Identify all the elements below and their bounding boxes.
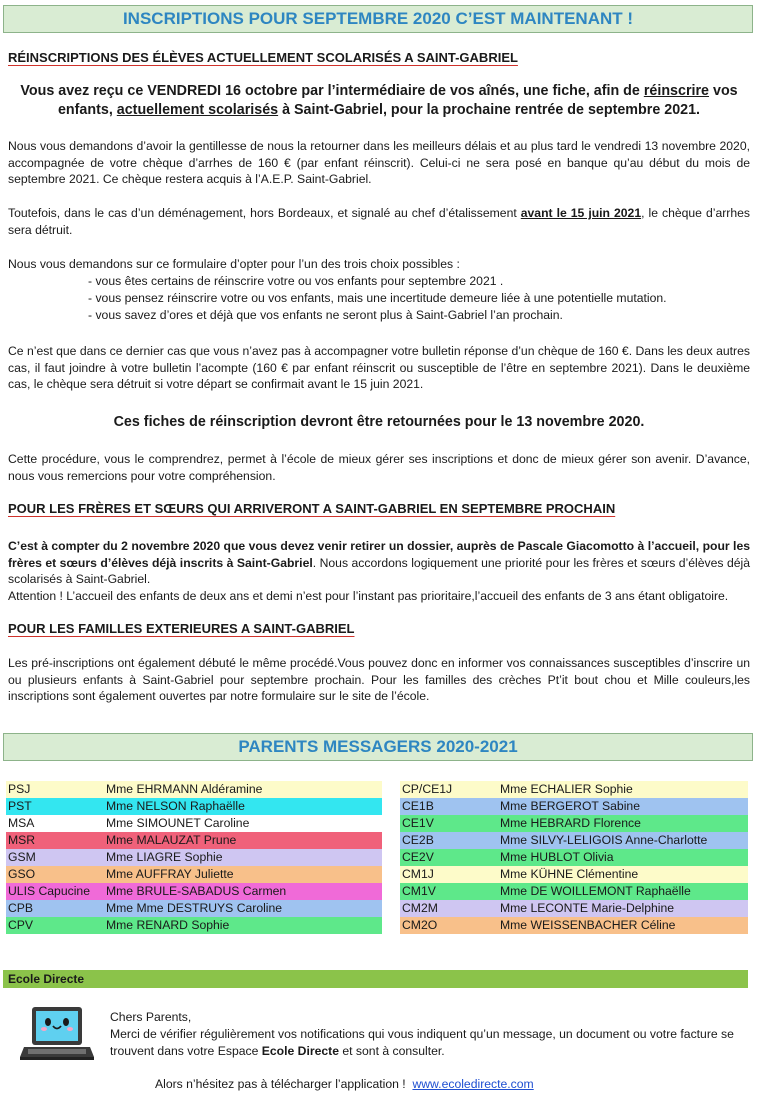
parent-name-cell: Mme EHRMANN Aldéramine: [106, 782, 263, 796]
deadline-notice: Ces fiches de réinscription devront être retournées pour le 13 novembre 2020.: [113, 414, 645, 430]
ecole-directe-bar: Ecole Directe: [3, 970, 748, 988]
table-row: [400, 917, 748, 934]
table-row: [6, 917, 382, 934]
table-row: [6, 832, 382, 849]
table-row: [400, 900, 748, 917]
parent-name-cell: Mme SIMOUNET Caroline: [106, 816, 250, 830]
parent-name-cell: Mme WEISSENBACHER Céline: [500, 918, 676, 932]
external-families-paragraph: Les pré-inscriptions ont également débuté le même procédé.Vous pouvez donc en informer vos connaissances susceptibles d’inscrire un ou plusieurs enfants à Saint-Gabriel pour septembre prochain. Pour les familles des crèches Pt’it bout chou et Mille couleurs,les inscriptions sont également ouvertes par notre formulaire sur le site de l’école.: [8, 656, 750, 703]
choice-item: - vous êtes certains de réinscrire votre ou vos enfants pour septembre 2021 .: [88, 274, 504, 288]
parent-name-cell: Mme DE WOILLEMONT Raphaëlle: [500, 884, 691, 898]
class-cell: PST: [8, 799, 32, 813]
reinscription-paragraph-3: Nous vous demandons sur ce formulaire d’opter pour l’un des trois choix possibles :: [8, 257, 460, 271]
ecole-directe-message: [110, 1009, 750, 1060]
parent-name-cell: Mme HUBLOT Olivia: [500, 850, 614, 864]
reinscription-paragraph-5: Cette procédure, vous le comprendrez, permet à l’école de mieux gérer ses inscriptions et donc de mieux gérer son avenir. D’avance, nous vous remercions pour votre compréhension.: [8, 452, 750, 483]
parent-name-cell: Mme MALAUZAT Prune: [106, 833, 237, 847]
table-row: [6, 866, 382, 883]
parent-name-cell: Mme NELSON Raphaëlle: [106, 799, 245, 813]
parent-name-cell: Mme BRULE-SABADUS Carmen: [106, 884, 287, 898]
class-cell: MSA: [8, 816, 35, 830]
table-row: [400, 798, 748, 815]
parent-name-cell: Mme SILVY-LELIGOIS Anne-Charlotte: [500, 833, 708, 847]
class-cell: CM2M: [402, 901, 438, 915]
class-cell: PSJ: [8, 782, 31, 796]
parent-name-cell: Mme BERGEROT Sabine: [500, 799, 640, 813]
laptop-smiley-icon: [18, 1005, 96, 1063]
reinscription-section-title: RÉINSCRIPTIONS DES ÉLÈVES ACTUELLEMENT SCOLARISÉS A SAINT-GABRIEL: [8, 50, 518, 65]
class-cell: CM1V: [402, 884, 436, 898]
header-banner-title: INSCRIPTIONS POUR SEPTEMBRE 2020 C’EST MAINTENANT !: [122, 9, 634, 28]
class-cell: CE1B: [402, 799, 434, 813]
table-row: [400, 815, 748, 832]
parents-messengers-banner: [3, 733, 753, 761]
class-cell: CE2V: [402, 850, 434, 864]
choices-list: [88, 273, 748, 324]
table-row: [6, 815, 382, 832]
parent-name-cell: Mme LIAGRE Sophie: [106, 850, 223, 864]
siblings-paragraph-1: C’est à compter du 2 novembre 2020 que vous devez venir retirer un dossier, auprès de Pascale Giacomotto à l’accueil, pour les frères et sœurs d’élèves déjà inscrits à Saint-Gabriel. Nous accordons logiquement une priorité pour les frères et sœurs d’élèves déjà scolarisés à Saint-Gabriel. Attention ! L’accueil des enfants de deux ans et demi n’est pour l’instant pas prioritaire,l’accueil des enfants de 3 ans étant obligatoire.: [8, 539, 751, 603]
parent-name-cell: Mme LECONTE Marie-Delphine: [500, 901, 675, 915]
header-banner: [3, 5, 753, 33]
parents-messengers-title: PARENTS MESSAGERS 2020-2021: [238, 737, 518, 756]
table-row: [6, 900, 382, 917]
table-row: [400, 883, 748, 900]
table-row: [6, 781, 382, 798]
class-cell: CM2O: [402, 918, 438, 932]
external-families-section-title: POUR LES FAMILLES EXTERIEURES A SAINT-GABRIEL: [8, 621, 355, 636]
choice-item: - vous savez d’ores et déjà que vos enfants ne seront plus à Saint-Gabriel l’an prochain.: [88, 308, 563, 322]
class-cell: CP/CE1J: [402, 782, 453, 796]
parent-name-cell: Mme Mme DESTRUYS Caroline: [106, 901, 283, 915]
class-cell: CM1J: [402, 867, 434, 881]
parent-name-cell: Mme KÜHNE Clémentine: [500, 867, 639, 881]
ecole-directe-body: Merci de vérifier régulièrement vos notifications qui vous indiquent qu’un message, un document ou votre facture se trouvent dans votre Espace Ecole Directe et sont à consulter.: [110, 1027, 734, 1058]
reinscription-paragraph-2: Toutefois, dans le cas d’un déménagement, hors Bordeaux, et signalé au chef d’étalissement avant le 15 juin 2021, le chèque d’arrhes sera détruit.: [8, 206, 750, 237]
class-cell: MSR: [8, 833, 36, 847]
table-row: [6, 849, 382, 866]
reinscription-paragraph-1: Nous vous demandons d’avoir la gentillesse de nous la retourner dans les meilleurs délais et au plus tard le vendredi 13 novembre 2020, accompagnée de votre chèque d’arrhes de 160 € (par enfant réinscrit). Celui-ci ne sera posé en banque qu’au début du mois de septembre 2021. Ce chèque restera acquis à l’A.E.P. Saint-Gabriel.: [8, 139, 750, 186]
table-row: [6, 883, 382, 900]
table-row: [400, 832, 748, 849]
ecoledirecte-link[interactable]: www.ecoledirecte.com: [412, 1077, 534, 1091]
parent-name-cell: Mme ECHALIER Sophie: [500, 782, 633, 796]
class-cell: GSO: [8, 867, 36, 881]
class-cell: CE1V: [402, 816, 434, 830]
parent-name-cell: Mme AUFFRAY Juliette: [106, 867, 234, 881]
class-cell: CPV: [8, 918, 34, 932]
reinscription-lead: Vous avez reçu ce VENDREDI 16 octobre par l’intermédiaire de vos aînés, une fiche, afin de réinscrire vos enfants, actuellement scolarisés à Saint-Gabriel, pour la prochaine rentrée de septembre 2021.: [20, 83, 738, 118]
table-row: [400, 866, 748, 883]
class-cell: CPB: [8, 901, 34, 915]
table-row: [400, 781, 748, 798]
siblings-section-title: POUR LES FRÈRES ET SŒURS QUI ARRIVERONT A SAINT-GABRIEL EN SEPTEMBRE PROCHAIN: [8, 501, 616, 516]
parent-name-cell: Mme HEBRARD Florence: [500, 816, 641, 830]
class-cell: ULIS Capucine: [8, 884, 90, 898]
download-cta: Alors n’hésitez pas à télécharger l’application ! www.ecoledirecte.com: [155, 1077, 534, 1091]
table-row: [6, 798, 382, 815]
parent-name-cell: Mme RENARD Sophie: [106, 918, 230, 932]
reinscription-paragraph-4: Ce n’est que dans ce dernier cas que vous n’avez pas à accompagner votre bulletin réponse d’un chèque de 160 €. Dans les deux autres cas, il faut joindre à votre bulletin l’acompte (160 € par enfant réinscrit ou susceptible de l’être en septembre 2021). Dans le deuxième cas, le chèque sera détruit si votre départ se confirmait avant le 15 juin 2021.: [8, 344, 750, 391]
class-cell: GSM: [8, 850, 36, 864]
greeting: Chers Parents,: [110, 1010, 192, 1024]
table-row: [400, 849, 748, 866]
class-cell: CE2B: [402, 833, 434, 847]
choice-item: - vous pensez réinscrire votre ou vos enfants, mais une incertitude demeure liée à une potentielle mutation.: [88, 291, 667, 305]
